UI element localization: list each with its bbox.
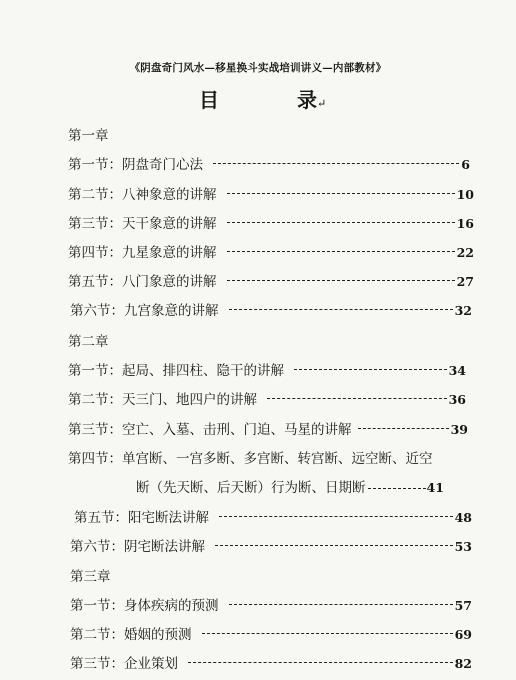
page-number: 10 xyxy=(456,187,474,202)
section-title: 八神象意的讲解 xyxy=(122,187,217,203)
section-title-cont: 断（先天断、后天断）行为断、日期断 xyxy=(136,480,366,496)
section-label: 第三节： xyxy=(68,216,122,232)
section-title: 婚姻的预测 xyxy=(124,627,192,643)
toc-entry[interactable] xyxy=(68,447,433,467)
page-number: 27 xyxy=(456,274,474,289)
page-number: 41 xyxy=(426,480,444,495)
toc-entry[interactable] xyxy=(70,299,472,319)
section-label: 第一节： xyxy=(68,363,122,379)
page-number: 6 xyxy=(461,157,470,172)
toc-entry[interactable] xyxy=(70,623,472,643)
page-title xyxy=(0,84,516,114)
section-label: 第五节： xyxy=(68,274,122,290)
section-title: 阳宅断法讲解 xyxy=(128,510,209,526)
section-label: 第二节： xyxy=(68,392,122,408)
section-title: 企业策划 xyxy=(124,656,178,672)
section-title: 天三门、地四户的讲解 xyxy=(122,392,257,408)
dot-leader xyxy=(227,193,455,194)
dot-leader xyxy=(215,545,453,546)
section-title: 阴盘奇门心法 xyxy=(122,157,203,173)
section-label: 第一节： xyxy=(68,157,122,173)
dot-leader xyxy=(188,662,453,663)
toc-entry[interactable] xyxy=(68,388,466,408)
section-title: 单宫断、一宫多断、多宫断、转宫断、远空断、近空 xyxy=(122,451,433,467)
section-label: 第六节： xyxy=(70,539,124,555)
section-title: 起局、排四柱、隐干的讲解 xyxy=(122,363,284,379)
chapter-heading: 第二章 xyxy=(68,334,109,350)
dot-leader xyxy=(213,163,459,164)
chapter-heading: 第一章 xyxy=(68,128,109,144)
toc-entry[interactable] xyxy=(68,153,470,173)
section-label: 第二节： xyxy=(68,187,122,203)
toc-entry[interactable] xyxy=(70,594,472,614)
section-title: 八门象意的讲解 xyxy=(122,274,217,290)
return-mark: ↵ xyxy=(317,97,327,110)
section-label: 第二节： xyxy=(70,627,124,643)
page-number: 16 xyxy=(456,216,474,231)
page-number: 34 xyxy=(448,363,466,378)
dot-leader xyxy=(227,251,455,252)
toc-entry[interactable] xyxy=(68,212,474,232)
dot-leader xyxy=(294,369,447,370)
book-subtitle: 《阴盘奇门风水—移星换斗实战培训讲义—内部教材》 xyxy=(129,62,387,74)
dot-leader xyxy=(368,488,426,489)
section-label: 第三节： xyxy=(70,656,124,672)
dot-leader xyxy=(229,604,453,605)
toc-entry[interactable] xyxy=(70,535,472,555)
dot-leader xyxy=(267,398,447,399)
section-label: 第六节： xyxy=(70,303,124,319)
dot-leader xyxy=(219,516,453,517)
section-label: 第四节： xyxy=(68,245,122,261)
page-number: 69 xyxy=(454,627,472,642)
page-number: 48 xyxy=(454,510,472,525)
section-label: 第一节： xyxy=(70,598,124,614)
toc-entry[interactable] xyxy=(68,418,468,438)
toc-entry[interactable] xyxy=(70,652,472,672)
section-title: 九宫象意的讲解 xyxy=(124,303,219,319)
toc-entry[interactable] xyxy=(68,183,474,203)
section-title: 天干象意的讲解 xyxy=(122,216,217,232)
page-number: 32 xyxy=(454,303,472,318)
section-label: 第四节： xyxy=(68,451,122,467)
dot-leader xyxy=(227,222,455,223)
dot-leader xyxy=(229,309,453,310)
section-title: 空亡、入墓、击刑、门迫、马星的讲解 xyxy=(122,422,352,438)
section-title: 身体疾病的预测 xyxy=(124,598,219,614)
toc-entry[interactable] xyxy=(68,241,474,261)
dot-leader xyxy=(227,280,455,281)
title-char-2: 录↵ xyxy=(297,88,327,112)
section-title: 阴宅断法讲解 xyxy=(124,539,205,555)
page-number: 36 xyxy=(448,392,466,407)
toc-entry[interactable] xyxy=(68,270,474,290)
page-number: 22 xyxy=(456,245,474,260)
dot-leader xyxy=(358,428,449,429)
chapter-heading: 第三章 xyxy=(70,569,111,585)
page-number: 53 xyxy=(454,539,472,554)
toc-entry[interactable] xyxy=(68,359,466,379)
page-number: 82 xyxy=(454,656,472,671)
section-title: 九星象意的讲解 xyxy=(122,245,217,261)
section-label: 第三节： xyxy=(68,422,122,438)
title-char-1: 目 xyxy=(199,88,219,112)
section-label: 第五节： xyxy=(74,510,128,526)
dot-leader xyxy=(202,633,453,634)
page-number: 57 xyxy=(454,598,472,613)
toc-entry[interactable] xyxy=(74,506,472,526)
page-number: 39 xyxy=(450,422,468,437)
toc-entry-continuation[interactable] xyxy=(136,476,444,496)
